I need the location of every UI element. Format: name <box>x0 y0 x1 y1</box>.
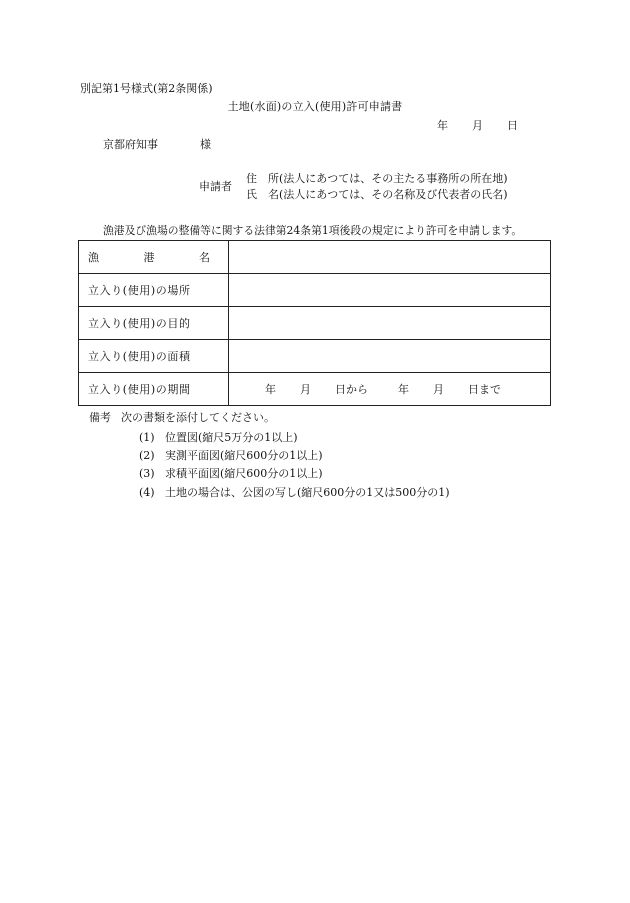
entry-purpose-field[interactable] <box>229 307 551 340</box>
applicant-label: 申請者 <box>199 180 232 193</box>
fishing-port-name-label <box>79 241 229 274</box>
entry-purpose-label: 立入り(使用)の目的 <box>79 307 229 340</box>
note-number: (2) <box>139 449 155 462</box>
fishing-port-name-field[interactable] <box>229 241 551 274</box>
addressee-name: 京都府知事 <box>103 138 158 151</box>
note-number: (3) <box>139 467 155 480</box>
notes-title: 備考 <box>89 411 111 424</box>
entry-location-field[interactable] <box>229 274 551 307</box>
application-table <box>78 240 551 406</box>
note-item <box>139 486 450 500</box>
document-title: 土地(水面)の立入(使用)許可申請書 <box>227 100 403 113</box>
entry-period-label: 立入り(使用)の期間 <box>79 373 229 406</box>
date-month-label: 月 <box>472 119 483 132</box>
period-start-day: 日から <box>335 383 368 396</box>
table-row <box>79 307 551 340</box>
application-statement: 漁港及び漁場の整備等に関する法律第24条第1項後段の規定により許可を申請します。 <box>103 224 523 237</box>
date-day-label: 日 <box>507 119 518 132</box>
table-row <box>79 274 551 307</box>
note-text: 位置図(縮尺5万分の1以上) <box>165 431 298 444</box>
table-row <box>79 340 551 373</box>
addressee <box>103 138 211 152</box>
entry-location-label: 立入り(使用)の場所 <box>79 274 229 307</box>
note-text: 実測平面図(縮尺600分の1以上) <box>165 449 323 462</box>
table-row <box>79 241 551 274</box>
note-item <box>139 431 298 445</box>
note-number: (1) <box>139 431 155 444</box>
notes-intro: 次の書類を添付してください。 <box>121 411 275 424</box>
note-item <box>139 467 323 481</box>
date-line <box>437 119 518 133</box>
note-text: 土地の場合は、公図の写し(縮尺600分の1又は500分の1) <box>165 486 450 499</box>
period-start-month: 月 <box>300 383 311 396</box>
label-char: 名 <box>199 251 210 264</box>
applicant-address-line: 住 所(法人にあつては、その主たる事務所の所在地) <box>246 172 508 185</box>
note-number: (4) <box>139 486 155 499</box>
period-end-year: 年 <box>398 383 409 396</box>
period-start-year: 年 <box>265 383 276 396</box>
form-number-label: 別記第1号様式(第2条関係) <box>80 82 213 95</box>
label-char: 漁 <box>88 251 99 264</box>
note-item <box>139 449 323 463</box>
table-row <box>79 373 551 406</box>
addressee-honorific: 様 <box>200 138 211 151</box>
note-text: 求積平面図(縮尺600分の1以上) <box>165 467 323 480</box>
entry-area-label: 立入り(使用)の面積 <box>79 340 229 373</box>
entry-period-field[interactable] <box>229 373 551 406</box>
applicant-name-line: 氏 名(法人にあつては、その名称及び代表者の氏名) <box>246 188 508 201</box>
date-year-label: 年 <box>437 119 448 132</box>
notes-heading <box>89 411 275 425</box>
period-end-day: 日まで <box>468 383 501 396</box>
label-char: 港 <box>143 251 155 264</box>
entry-area-field[interactable] <box>229 340 551 373</box>
period-end-month: 月 <box>433 383 444 396</box>
